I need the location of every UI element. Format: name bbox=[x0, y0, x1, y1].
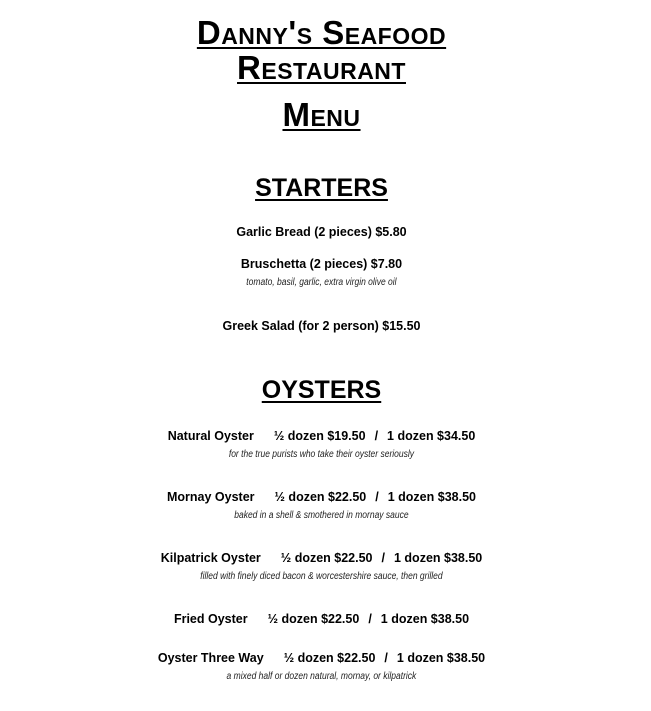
half-dozen-price: ½ dozen $22.50 bbox=[280, 551, 373, 565]
oyster-item bbox=[0, 489, 643, 505]
starter-description: tomato, basil, garlic, extra virgin olive oil bbox=[246, 277, 397, 288]
oyster-item bbox=[0, 550, 643, 566]
starters-heading: STARTERS bbox=[255, 174, 388, 202]
oyster-description: baked in a shell & smothered in mornay sauce bbox=[234, 510, 409, 521]
menu-title: Menu bbox=[282, 96, 361, 133]
price-separator: / bbox=[374, 429, 379, 443]
dozen-price: 1 dozen $38.50 bbox=[380, 612, 470, 626]
dozen-price: 1 dozen $38.50 bbox=[394, 551, 483, 565]
starter-item: Garlic Bread (2 pieces) $5.80 bbox=[236, 225, 407, 239]
oyster-item bbox=[0, 650, 643, 666]
dozen-price: 1 dozen $34.50 bbox=[387, 429, 476, 443]
starter-item: Greek Salad (for 2 person) $15.50 bbox=[222, 319, 421, 333]
oyster-name: Kilpatrick Oyster bbox=[160, 551, 261, 565]
oyster-description: for the true purists who take their oyster seriously bbox=[228, 449, 415, 460]
half-dozen-price: ½ dozen $22.50 bbox=[267, 612, 360, 626]
dozen-price: 1 dozen $38.50 bbox=[396, 651, 486, 665]
oyster-name: Natural Oyster bbox=[167, 429, 254, 443]
oyster-name: Oyster Three Way bbox=[157, 651, 264, 665]
restaurant-name-line1: Danny's Seafood bbox=[196, 14, 447, 51]
dozen-price: 1 dozen $38.50 bbox=[387, 490, 476, 504]
price-separator: / bbox=[368, 612, 372, 626]
oyster-item bbox=[0, 428, 643, 444]
half-dozen-price: ½ dozen $19.50 bbox=[273, 429, 366, 443]
starter-item: Bruschetta (2 pieces) $7.80 bbox=[240, 257, 403, 271]
oyster-description: a mixed half or dozen natural, mornay, or kilpatrick bbox=[226, 671, 417, 682]
restaurant-name-line2: Restaurant bbox=[237, 49, 406, 86]
oyster-description: filled with finely diced bacon & worcestershire sauce, then grilled bbox=[200, 571, 443, 582]
price-separator: / bbox=[375, 490, 379, 504]
half-dozen-price: ½ dozen $22.50 bbox=[283, 651, 376, 665]
oyster-name: Fried Oyster bbox=[173, 612, 248, 626]
oysters-heading: OYSTERS bbox=[261, 376, 382, 404]
price-separator: / bbox=[384, 651, 388, 665]
half-dozen-price: ½ dozen $22.50 bbox=[274, 490, 367, 504]
price-separator: / bbox=[381, 551, 385, 565]
oyster-name: Mornay Oyster bbox=[167, 490, 255, 504]
oyster-item bbox=[0, 611, 643, 627]
